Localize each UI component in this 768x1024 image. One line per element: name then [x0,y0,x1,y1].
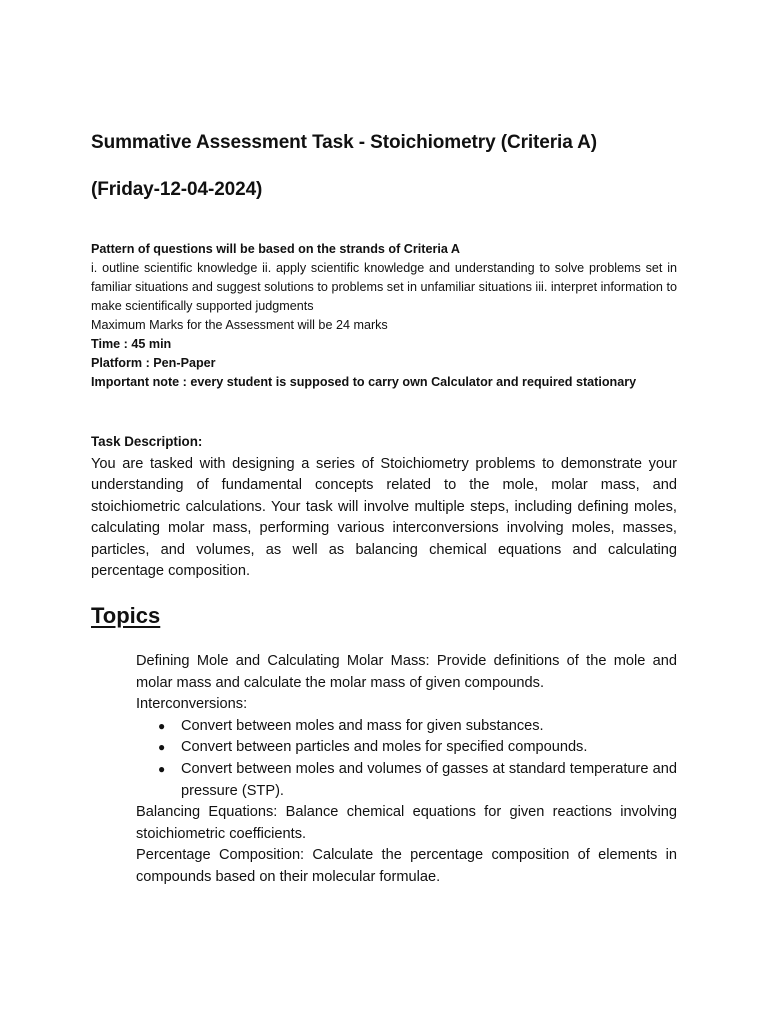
topic-balancing-equations: Balancing Equations: Balance chemical equations for given reactions involving stoichiometric coefficients. [136,804,677,842]
topic-percentage-composition: Percentage Composition: Calculate the percentage composition of elements in compounds based on their molecular formulae. [136,847,677,885]
time-limit: Time : 45 min [91,337,172,351]
task-description-heading: Task Description: [91,434,203,449]
list-item [136,759,677,802]
topic-interconversions-label: Interconversions: [136,696,248,713]
important-note: Important note : every student is supposed to carry own Calculator and required stationary [91,375,637,389]
list-item-text: Convert between moles and mass for given substances. [181,717,544,734]
pattern-heading: Pattern of questions will be based on the strands of Criteria A [91,242,461,256]
topics-list [136,651,677,889]
list-item [136,737,677,759]
criteria-strands: i. outline scientific knowledge ii. apply scientific knowledge and understanding to solve problems set in familiar situations and suggest solutions to problems set in unfamiliar situations iii. interpret information to make scientifically supported judgments [91,261,677,313]
topics-heading: Topics [91,603,161,628]
list-item-text: Convert between particles and moles for specified compounds. [181,739,588,756]
list-item [136,716,677,738]
bullet-icon: ● [158,718,166,733]
interconversions-list [136,716,677,802]
page-subtitle-date: (Friday-12-04-2024) [91,179,263,200]
bullet-icon: ● [158,761,166,776]
task-description-section [91,432,677,582]
list-item-text: Convert between moles and volumes of gasses at standard temperature and pressure (STP). [181,760,677,799]
max-marks: Maximum Marks for the Assessment will be 24 marks [91,318,388,332]
platform: Platform : Pen-Paper [91,356,216,370]
bullet-icon: ● [158,740,166,755]
task-description-body: You are tasked with designing a series of Stoichiometry problems to demonstrate your understanding of fundamental concepts related to the mole, molar mass, and stoichiometric calculations. Your task will involve multiple steps, including defining moles, calculating molar mass, performing various interconversions involving moles, masses, particles, and volumes, as well as balancing chemical equations and calculating percentage composition. [91,456,677,580]
assessment-details [91,240,677,392]
page-title: Summative Assessment Task - Stoichiometry (Criteria A) [91,132,598,153]
topic-defining-mole: Defining Mole and Calculating Molar Mass: Provide definitions of the mole and molar mass and calculate the molar mass of given compounds. [136,653,677,691]
